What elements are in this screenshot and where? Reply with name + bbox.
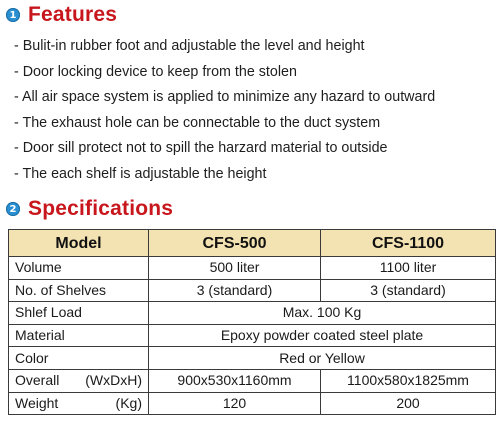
row-label: Overall	[15, 372, 60, 389]
cell-value-merged: Red or Yellow	[149, 347, 496, 370]
section-number-badge: 1	[6, 8, 20, 22]
cell-value: 3 (standard)	[149, 279, 321, 302]
cell-value: 1100x580x1825mm	[321, 369, 496, 392]
row-label: Material	[9, 324, 149, 347]
feature-item: - Door sill protect not to spill the harzard material to outside	[14, 140, 388, 157]
table-row	[9, 257, 496, 280]
feature-item: - The exhaust hole can be connectable to the duct system	[14, 114, 381, 131]
feature-item: - The each shelf is adjustable the height	[14, 165, 267, 182]
header-model: Model	[9, 230, 149, 257]
header-cfs-500: CFS-500	[149, 230, 321, 257]
table-row	[9, 279, 496, 302]
header-cfs-1100: CFS-1100	[321, 230, 496, 257]
table-row	[9, 392, 496, 415]
cell-value: 1100 liter	[321, 257, 496, 280]
cell-value: 900x530x1160mm	[149, 369, 321, 392]
feature-item: - Bulit-in rubber foot and adjustable the level and height	[14, 38, 365, 54]
table-row	[9, 369, 496, 392]
row-label: Weight	[15, 394, 59, 411]
table-row	[9, 347, 496, 370]
cell-value: 120	[149, 392, 321, 415]
section-number-badge: 2	[6, 202, 20, 216]
row-label: Volume	[9, 257, 149, 280]
row-label: No. of Shelves	[9, 279, 149, 302]
features-heading	[6, 2, 117, 28]
feature-item: - Door locking device to keep from the stolen	[14, 63, 297, 80]
cell-value-merged: Max. 100 Kg	[149, 302, 496, 325]
cell-value: 500 liter	[149, 257, 321, 280]
table-row	[9, 324, 496, 347]
table-header-row	[9, 230, 496, 257]
row-label-cell	[9, 392, 149, 415]
cell-value: 3 (standard)	[321, 279, 496, 302]
features-list	[14, 34, 494, 188]
row-unit: (WxDxH)	[85, 372, 142, 389]
feature-item: - All air space system is applied to minimize any hazard to outward	[14, 89, 436, 106]
specifications-table	[8, 229, 496, 415]
features-title: Features	[28, 3, 118, 26]
row-label: Shlef Load	[9, 302, 149, 325]
specifications-title: Specifications	[28, 197, 174, 220]
cell-value-merged: Epoxy powder coated steel plate	[149, 324, 496, 347]
row-label-cell	[9, 369, 149, 392]
row-unit: (Kg)	[115, 394, 142, 411]
row-label: Color	[9, 347, 149, 370]
specifications-heading	[6, 196, 173, 222]
table-row	[9, 302, 496, 325]
cell-value: 200	[321, 392, 496, 415]
